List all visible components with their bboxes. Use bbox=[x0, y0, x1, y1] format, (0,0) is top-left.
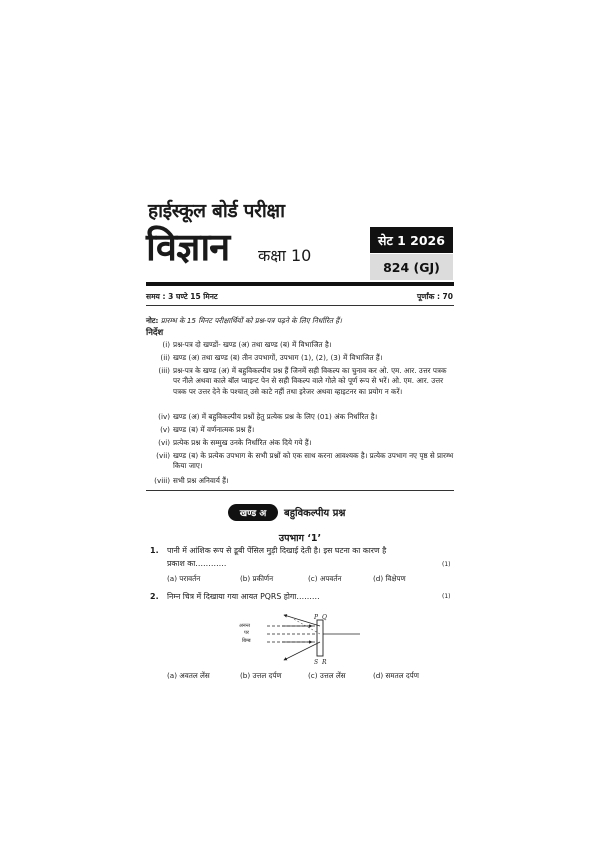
option-c: (c) अपवर्तन bbox=[308, 574, 342, 583]
note bbox=[146, 316, 454, 326]
instruction-text: खण्ड (अ) में बहुविकल्पीय प्रश्नों हेतु प्रत्येक प्रश्न के लिए (01) अंक निर्धारित है। bbox=[173, 412, 378, 421]
instruction-text: प्रत्येक प्रश्न के सम्मुख उनके निर्धारित अंक दिये गये हैं। bbox=[173, 438, 312, 447]
instruction-number: (viii) bbox=[154, 476, 170, 485]
subpart-title: उपभाग ‘1’ bbox=[278, 533, 322, 544]
instructions-heading: निर्देश bbox=[146, 328, 164, 338]
label-q: Q bbox=[322, 614, 327, 621]
question-text: निम्न चित्र में दिखाया गया आयत PQRS होगा……… bbox=[167, 592, 320, 601]
header-divider bbox=[146, 282, 454, 286]
subject-title: विज्ञान bbox=[146, 225, 230, 269]
section-label: खण्ड अ bbox=[239, 509, 267, 519]
ray-label: बिम्ब bbox=[242, 638, 251, 644]
question-number: 1. bbox=[150, 546, 159, 555]
ray-label: अनन्त bbox=[239, 623, 250, 629]
option-c: (c) उत्तल लेंस bbox=[308, 671, 346, 680]
question-marks: (1) bbox=[442, 561, 451, 568]
option-b: (b) प्रकीर्णन bbox=[240, 574, 274, 583]
paper-code: 824 (GJ) bbox=[383, 259, 440, 275]
instruction-text: खण्ड (ब) के प्रत्येक उपभाग के सभी प्रश्नों को एक साथ करना आवश्यक है। प्रत्येक उपभाग नए पृष्ठ से प्रारम्भ किया जाए। bbox=[173, 451, 454, 471]
section-badge bbox=[228, 504, 278, 521]
instruction-number: (ii) bbox=[160, 353, 170, 362]
section-title: बहुविकल्पीय प्रश्न bbox=[284, 508, 346, 519]
meta-divider bbox=[146, 305, 454, 306]
option-a: (a) परावर्तन bbox=[167, 574, 201, 583]
max-marks: पूर्णांक : 70 bbox=[416, 292, 453, 301]
instruction-number: (vii) bbox=[156, 451, 170, 460]
label-r: R bbox=[322, 659, 327, 666]
instruction-text: प्रश्न-पत्र दो खण्डों- खण्ड (अ) तथा खण्ड (ब) में विभाजित है। bbox=[173, 340, 332, 349]
reflected-ray-2 bbox=[284, 642, 320, 660]
instruction-number: (v) bbox=[160, 425, 170, 434]
ray-label: पर bbox=[244, 630, 249, 636]
instruction-text: प्रश्न-पत्र के खण्ड (अ) में बहुविकल्पीय प्रश्न हैं जिनमें सही विकल्प का चुनाव कर ओ. एम. आर. उत्तर पत्रक पर नीले अथवा काले बॉल प्वाइन्ट पेन से सही विकल्प वाले गोले को पूर्ण रूप से भरें। ओ. एम. आर. उत्तर पत्रक पर उत्तर देने के पश्चात् उसे काटे नहीं तथा इरेजर अथवा व्हाइटनर का प्रयोग न करें। bbox=[173, 366, 447, 396]
set-label: सेट 1 2026 bbox=[378, 232, 445, 248]
question-text: पानी में आंशिक रूप से डूबी पेंसिल मुड़ी दिखाई देती है। इस घटना का कारण है bbox=[167, 546, 387, 555]
option-d: (d) समतल दर्पण bbox=[373, 671, 419, 680]
paper-code-badge bbox=[370, 254, 453, 280]
note-text: प्रारम्भ के 15 मिनट परीक्षार्थियों को प्रश्न-पत्र पढ़ने के लिए निर्धारित हैं। bbox=[160, 316, 342, 325]
label-s: S bbox=[314, 659, 319, 666]
option-b: (b) उत्तल दर्पण bbox=[240, 671, 282, 680]
instruction-number: (iii) bbox=[158, 366, 170, 375]
instruction-text: खण्ड (ब) में वर्णनात्मक प्रश्न हैं। bbox=[173, 425, 255, 434]
instruction-number: (i) bbox=[162, 340, 170, 349]
set-badge bbox=[370, 227, 453, 253]
class-label: कक्षा 10 bbox=[258, 246, 312, 265]
note-label: नोट: bbox=[146, 316, 159, 325]
instruction-number: (vi) bbox=[158, 438, 170, 447]
question-marks: (1) bbox=[442, 593, 451, 600]
option-d: (d) विक्षेपण bbox=[373, 574, 406, 583]
question-number: 2. bbox=[150, 592, 159, 601]
exam-time: समय : 3 घण्टे 15 मिनट bbox=[146, 292, 218, 301]
rays-diagram bbox=[222, 612, 372, 670]
instruction-number: (iv) bbox=[158, 412, 170, 421]
instruction-text: खण्ड (अ) तथा खण्ड (ब) तीन उपभागों, उपभाग (1), (2), (3) में विभाजित हैं। bbox=[173, 353, 383, 362]
exam-title: हाईस्कूल बोर्ड परीक्षा bbox=[148, 200, 285, 222]
label-p: P bbox=[314, 614, 319, 621]
instructions-divider bbox=[146, 490, 454, 491]
instruction-text: सभी प्रश्न अनिवार्य हैं। bbox=[173, 476, 229, 485]
question-text-continued: प्रकाश का………… bbox=[167, 559, 227, 568]
option-a: (a) अवतल लेंस bbox=[167, 671, 210, 680]
